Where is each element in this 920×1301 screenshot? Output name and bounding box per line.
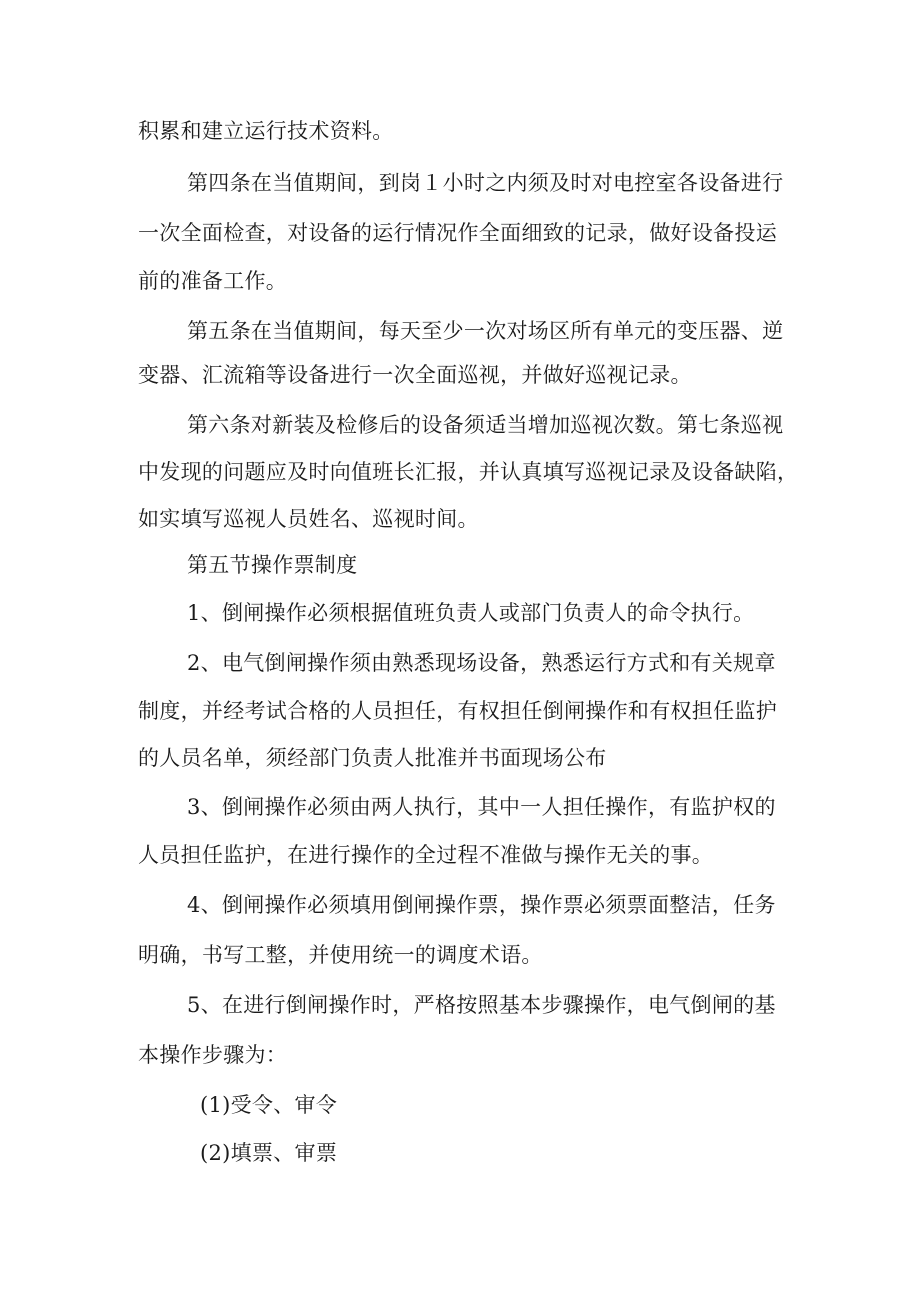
text-line: 明确，书写工整，并使用统一的调度术语。 — [138, 943, 543, 967]
text-line: 3、倒闸操作必须由两人执行，其中一人担任操作，有监护权的 — [187, 795, 776, 819]
text-line: 2、电气倒闸操作须由熟悉现场设备，熟悉运行方式和有关规章 — [187, 651, 776, 675]
text-line: 变器、汇流箱等设备进行一次全面巡视，并做好巡视记录。 — [138, 363, 692, 387]
text-line: 第六条对新装及检修后的设备须适当增加巡视次数。第七条巡视 — [187, 413, 784, 437]
text-line: 前的准备工作。 — [138, 269, 288, 293]
text-line: 4、倒闸操作必须填用倒闸操作票，操作票必须票面整洁，任务 — [187, 893, 776, 917]
text-line: 5、在进行倒闸操作时，严格按照基本步骤操作，电气倒闸的基 — [187, 993, 776, 1017]
text-line: 人员担任监护，在进行操作的全过程不准做与操作无关的事。 — [138, 843, 714, 867]
text-line: 的人员名单，须经部门负责人批准并书面现场公布 — [138, 746, 607, 770]
text-line: 第四条在当值期间，到岗１小时之内须及时对电控室各设备进行 — [187, 171, 784, 195]
list-item: (1)受令、审令 — [200, 1093, 338, 1117]
text-line: 第五条在当值期间，每天至少一次对场区所有单元的变压器、逆 — [187, 319, 784, 343]
text-line: 中发现的问题应及时向值班长汇报，并认真填写巡视记录及设备缺陷， — [138, 460, 799, 484]
section-heading: 第五节操作票制度 — [187, 553, 358, 577]
text-line: 积累和建立运行技术资料。 — [138, 119, 394, 143]
text-line: 本操作步骤为： — [138, 1043, 288, 1067]
text-line: 制度，并经考试合格的人员担任，有权担任倒闸操作和有权担任监护 — [138, 699, 777, 723]
text-line: 如实填写巡视人员姓名、巡视时间。 — [138, 507, 479, 531]
text-line: 一次全面检查，对设备的运行情况作全面细致的记录，做好设备投运 — [138, 221, 777, 245]
text-line: 1、倒闸操作必须根据值班负责人或部门负责人的命令执行。 — [187, 601, 755, 625]
list-item: (2)填票、审票 — [200, 1141, 338, 1165]
